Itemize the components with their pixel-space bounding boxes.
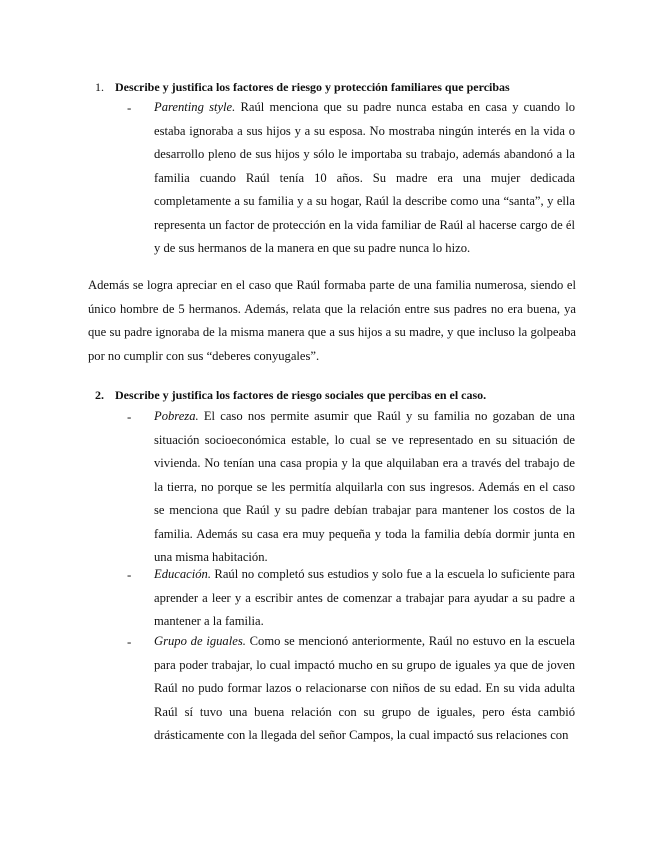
bullet-term: Grupo de iguales. — [154, 634, 246, 648]
bullet-text — [154, 96, 575, 261]
bullet-term: Pobreza. — [154, 409, 199, 423]
question-2-heading — [95, 387, 585, 403]
bullet-text — [154, 405, 575, 570]
bullet-term: Educación. — [154, 567, 212, 581]
bullet-term: Parenting style. — [154, 100, 236, 114]
bullet-body: Raúl menciona que su padre nunca estaba en casa y cuando lo estaba ignoraba a sus hijos y a su esposa. No mostraba ningún interés en la vida o desarrollo pleno de sus hijos y sólo le importaba su trabajo, además abandonó a la familia cuando Raúl tenía 10 años. Su madre era una mujer dedicada completamente a su familia y a su hogar, Raúl la describe como una “santa”, y ella representa un factor de protección en la vida familiar de Raúl al hacerse cargo de él y de sus hermanos de la manera en que su padre nunca lo hizo. — [154, 100, 576, 255]
bullet-dash: - — [127, 567, 132, 582]
question-1-title: Describe y justifica los factores de riesgo y protección familiares que percibas — [115, 80, 510, 94]
q1-paragraph: Además se logra apreciar en el caso que Raúl formaba parte de una familia numerosa, siendo el único hombre de 5 hermanos. Además, relata que la relación entre sus padres no era buena, ya que su padre ignoraba de la misma manera que a sus hijos a su madre, y que incluso la golpeaba por no cumplir con sus “deberes conyugales”. — [88, 278, 576, 363]
bullet-body: Raúl no completó sus estudios y solo fue a la escuela lo suficiente para aprender a leer y a escribir antes de comenzar a trabajar para ayudar a su padre a mantener a la familia. — [154, 567, 575, 628]
question-1-heading — [95, 79, 585, 95]
question-1-number: 1. — [95, 80, 104, 94]
question-2-number: 2. — [95, 388, 104, 402]
question-2-title: Describe y justifica los factores de riesgo sociales que percibas en el caso. — [115, 388, 487, 402]
bullet-body: Como se mencionó anteriormente, Raúl no estuvo en la escuela para poder trabajar, lo cual impactó mucho en su grupo de iguales ya que de joven Raúl no pudo formar lazos o relacionarse con niños de su edad. En su vida adulta Raúl sí tuvo una buena relación con su grupo de iguales, pero ésta cambió drásticamente con la llegada del señor Campos, la cual impactó sus relaciones con — [154, 634, 575, 742]
bullet-text — [154, 630, 575, 748]
bullet-dash: - — [127, 634, 132, 649]
bullet-text — [154, 563, 575, 634]
bullet-dash: - — [127, 100, 132, 115]
bullet-dash: - — [127, 409, 132, 424]
bullet-body: El caso nos permite asumir que Raúl y su familia no gozaban de una situación socioeconómica estable, lo cual se ve representado en su situación de vivienda. No tenían una casa propia y la que alquilaban era a través del trabajo de la tierra, no porque se les permitía alquilarla con sus ingresos. Además en el caso se menciona que Raúl y su padre debían trabajar para mantener los costos de la familia. Además su casa era muy pequeña y toda la familia debía dormir junta en una misma habitación. — [154, 409, 575, 564]
